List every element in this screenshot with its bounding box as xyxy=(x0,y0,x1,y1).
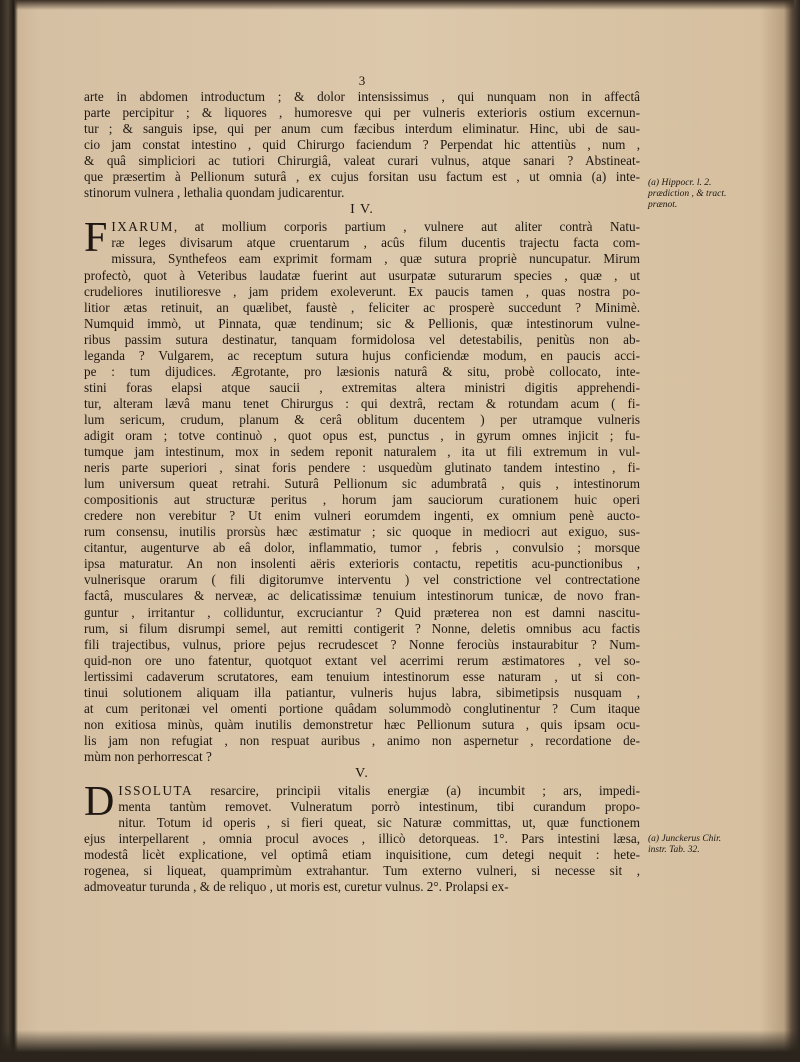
section-iv-line: pe : tum dijudices. Ægrotante, pro læsionis naturâ & situ, probè collocato, inte- xyxy=(84,363,640,379)
intro-line: que præsertim à Pellionum suturâ , ex cujus forsitan usu factum est , ut omnia (a) inte- xyxy=(84,169,640,185)
section-v-line: ejus interpellarent , omnia procul avoces , illicò detorqueas. 1°. Pars intestini læsa, xyxy=(84,831,640,847)
section-v-line: menta tantùm removet. Vulneratum porrò intestinum, tibi curandum propo- xyxy=(118,799,640,815)
intro-line: parte percipitur ; & liquores , humoresve qui per vulneris exterioris ostium excernun- xyxy=(84,105,640,121)
section-iv-line: profectò, quot à Veteribus laudatæ fuerint aut usurpatæ suturarum species , quæ , ut xyxy=(84,267,640,283)
section-iv-line: credere non verebitur ? Ut enim vulneri eorumdem ingenti, ex omnium penè aucto- xyxy=(84,508,640,524)
section-iv-line: litior ætas retinuit, an quælibet, faustè , feliciter ac prosperè succedunt ? Minimè. xyxy=(84,299,640,315)
section-iv-paragraph xyxy=(84,215,640,765)
section-iv-line: tinui solutionem aliquam illa patiantur, vulneris hujus labra, sibimetipsis nusquam , xyxy=(84,684,640,700)
section-iv-line: leganda ? Vulgarem, ac receptum sutura hujus conficiendæ modum, en paucis acci- xyxy=(84,347,640,363)
section-iv-line: ræ leges divisarum atque cruentarum , acûs filum ducentis trajectu facta com- xyxy=(111,235,640,251)
section-iv-line: at cum peritonæi vel omenti portione quâdam solummodò conglutinentur ? Cum itaque xyxy=(84,700,640,716)
section-v-line: nitur. Totum id operis , si fieri queat, sic Naturæ committas, ut, quæ functionem xyxy=(118,815,640,831)
section-iv-line: missura, Synthefeos eam exprimit formam , quæ sutura propriè nuncupatur. Mirum xyxy=(111,251,640,267)
section-iv-first-word: IXARUM xyxy=(111,219,174,235)
section-iv-line: Numquid immò, ut Pinnata, quæ tendinum; sic & Pellionis, quæ intestinorum vulne- xyxy=(84,315,640,331)
intro-line: cio jam constat intestino , quid Chirurgo faciendum ? Perpendat hic attentiùs , num , xyxy=(84,137,640,153)
section-iv-line: compositionis aut structuræ peritus , horum jam sauciorum curationem huic operi xyxy=(84,492,640,508)
section-iv-line: lis jam non refugiat , non respuat auribus , animo non aspernetur , recordatione de- xyxy=(84,732,640,748)
dropcap-f: F xyxy=(84,215,108,262)
page-text-block xyxy=(84,74,640,895)
dropcap-d: D xyxy=(84,779,115,826)
section-v-paragraph xyxy=(84,779,640,895)
bottom-shadow xyxy=(0,1030,800,1062)
margin-note-junckerus: (a) Junckerus Chir. instr. Tab. 32. xyxy=(648,834,722,855)
section-iv-line: fili trajectibus, vulnus, priore pejus recrudescet ? Nonne ferociùs instaurabitur ? Num- xyxy=(84,636,640,652)
section-v-heading: V. xyxy=(355,765,369,781)
section-iv-line: ipsa maturatur. An non insolenti aëris exterioris contactu, repetitis acu-punctionibus , xyxy=(84,556,640,572)
section-iv-line: stini foras elapsi atque saucii , extremitas altera ministri digitis apprehendi- xyxy=(84,379,640,395)
section-iv-line: guntur , irritantur , colliduntur, excruciantur ? Quid præterea non est damni nascitu- xyxy=(84,604,640,620)
section-iv-heading: I V. xyxy=(350,202,374,218)
section-iv-line: adigit oram ; totve continuò , quot opus est, punctus , in gyrum omnes injicit ; fu- xyxy=(84,427,640,443)
page-number: 3 xyxy=(358,73,366,88)
intro-line: tur ; & sanguis ipse, qui per anum cum fæcibus interdum eliminatur. Hinc, ubi de sau- xyxy=(84,121,640,137)
section-iv-line: lum sericum, crudum, planum & cerâ oblitum ducentem ) per utramque vulneris xyxy=(84,411,640,427)
section-iv-line: citantur, augenturve ab eâ dolor, inflammatio, tumor , febris , convulsio ; morsque xyxy=(84,540,640,556)
intro-line: arte in abdomen introductum ; & dolor intensissimus , qui nunquam non in affectâ xyxy=(84,89,640,104)
section-iv-line: ribus passim sutura destinatur, tanquam formidolosa vel detestabilis, penitùs non ab- xyxy=(84,331,640,347)
section-iv-line: rum consensu, inutilis prorsùs hæc æstimatur ; sic quoque in mediocri aut exiguo, sus- xyxy=(84,524,640,540)
section-v-first-word: ISSOLUTA xyxy=(118,783,194,799)
section-iv-line: factâ, musculares & nerveæ, ac delicatissimæ tenuium intestinorum tunicæ, de novo fran- xyxy=(84,588,640,604)
section-iv-line: neris parte superiori , sinat foris pendere : usquedùm glutinato tandem intestino , fi- xyxy=(84,460,640,476)
section-v-line: modestâ licèt explicatione, vel optimâ etiam inquisitione, cum detegi nequit : hete- xyxy=(84,847,640,863)
section-v-line: ISSOLUTA resarcire, principii vitalis energiæ (a) incumbit ; ars, impedi- xyxy=(118,783,640,799)
intro-line: stinorum vulnera , lethalia quondam judicarentur. xyxy=(84,185,345,201)
intro-paragraph xyxy=(84,89,640,201)
section-iv-line: rum, si filum disrumpi semel, aut remitti contigerit ? Nonne, deletis omnibus acu factis xyxy=(84,620,640,636)
section-iv-line: mùm non perhorrescat ? xyxy=(84,748,212,764)
section-iv-line: IXARUM, at mollium corporis partium , vulnere aut aliter contrà Natu- xyxy=(111,219,640,235)
intro-line: & quâ simpliciori ac tutiori Chirurgiâ, valeat curari vulnus, atque sanari ? Abstineat- xyxy=(84,153,640,169)
section-iv-line: crudeliores inutilioresve , jam pridem exoleverunt. Ex paucis tamen , quas nostra po- xyxy=(84,283,640,299)
section-v-line: admoveatur turunda , & de reliquo , ut moris est, curetur vulnus. 2°. Prolapsi ex- xyxy=(84,879,509,895)
section-iv-line: tur, alteram lævâ manu tenet Chirurgus : qui dextrâ, rectam & rotundam acum ( fi- xyxy=(84,395,640,411)
section-v-line: rogenea, si liqueat, quamprimùm extrahantur. Tum externo vulneri, si necesse sit , xyxy=(84,863,640,879)
margin-note-hippocrates: (a) Hippocr. l. 2. prædiction , & tract. prænot. xyxy=(648,178,727,210)
section-iv-line: lertissimi cadaverum scrutatores, eam tenuium intestinorum esse naturam , ut si con- xyxy=(84,668,640,684)
section-iv-line: vulnerisque orarum ( fili digitorumve interventu ) vel constrictione vel contrectatione xyxy=(84,572,640,588)
section-iv-line: lum universum queat retrahi. Suturâ Pellionum sic adumbratâ , quis , intestinorum xyxy=(84,476,640,492)
section-iv-line: non exitiosa minùs, quàm inutilis demonstretur hæc Pellionum sutura , quis ipsam ocu- xyxy=(84,716,640,732)
top-shadow xyxy=(14,0,794,10)
section-iv-line: tumque jam intestinum, mox in sedem reponit naturalem , ita ut fili extremum in vul- xyxy=(84,444,640,460)
section-iv-line: quid-non ore uno fatentur, quotquot extant vel acerrimi rerum æstimatores , vel so- xyxy=(84,652,640,668)
